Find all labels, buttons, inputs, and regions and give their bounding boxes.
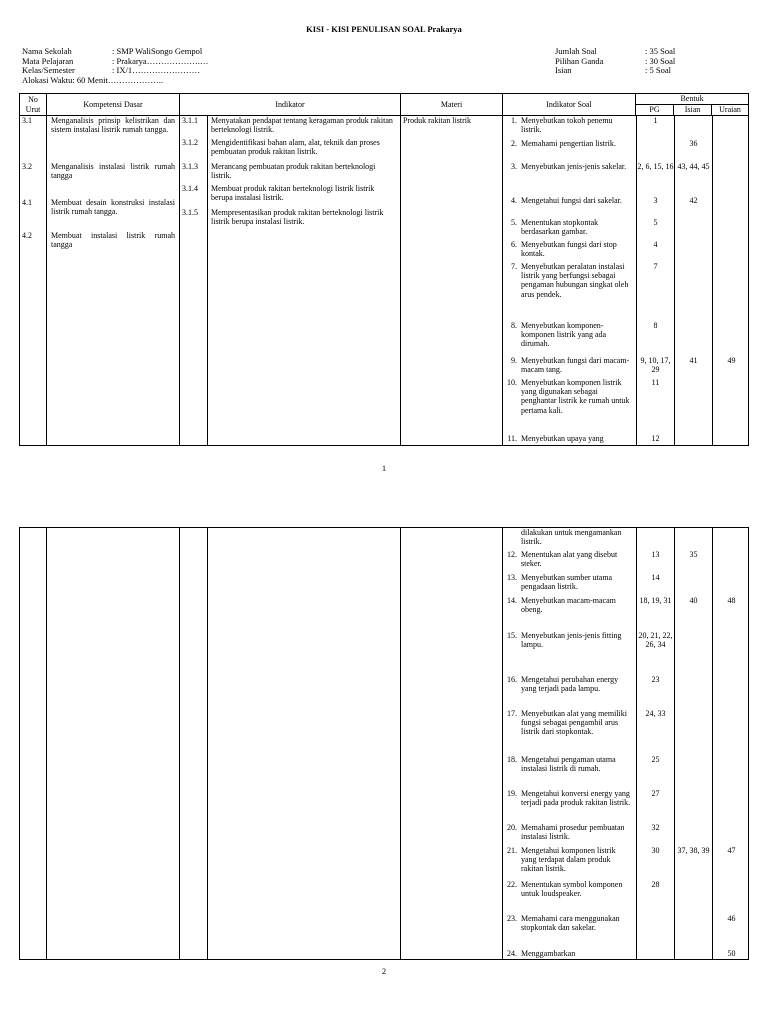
pg-value: 8: [653, 321, 658, 330]
item-text: Memahami cara menggunakan stopkontak dan sakelar.: [521, 914, 620, 933]
pg-value: 5: [653, 218, 658, 227]
pg-value: 9, 10, 17, 29: [640, 356, 671, 375]
pg-value: 2, 6, 15, 16: [637, 162, 674, 171]
meta-right-values: [645, 47, 675, 76]
header-uraian: Uraian: [712, 105, 749, 116]
meta-value-isian: : 5 Soal: [645, 65, 671, 75]
isian-value: 40: [689, 596, 698, 605]
meta-value-pilihan-ganda: : 30 Soal: [645, 55, 676, 66]
item-number: 11.: [507, 434, 518, 443]
meta-left-values: [112, 47, 208, 76]
isian-value: 36: [689, 139, 698, 148]
indikator-row: 3.1.1 Menyatakan pendapat tentang keragaman produk rakitan berteknologi listrik.: [182, 116, 393, 135]
item-text: Menentukan symbol komponen untuk loudspeaker.: [521, 880, 623, 899]
item-text: Menyebutkan peralatan instalasi listrik yang berfungsi sebagai pengaman hubungan singkat oleh arus pendek.: [521, 262, 629, 299]
item-number: 5.: [511, 218, 518, 227]
pg-value: 7: [653, 262, 658, 271]
pg-value: 20, 21, 22, 26, 34: [638, 631, 673, 650]
pg-value: 24, 33: [645, 709, 666, 718]
header-kompetensi-dasar: Kompetensi Dasar: [47, 94, 180, 116]
kompetensi-cell: [47, 528, 180, 960]
item-text: Menyebutkan macam-macam obeng.: [521, 596, 616, 615]
kompetensi-cell: [20, 116, 180, 446]
meta-label-kelas: Kelas/Semester: [22, 65, 75, 75]
indikator-cell: [180, 116, 401, 446]
uraian-value: 49: [727, 356, 736, 365]
item-text: dilakukan untuk mengamankan listrik.: [521, 528, 622, 547]
indikator-row: 3.1.5 Mempresentasikan produk rakitan berteknologi listrik listrik berupa instalasi listrik.: [182, 208, 384, 227]
item-number: 8.: [511, 321, 518, 330]
item-number: 13.: [507, 573, 517, 582]
isian-value: 41: [689, 356, 698, 365]
pg-value: 18, 19, 31: [639, 596, 672, 605]
item-number: 23.: [507, 914, 517, 923]
pg-value: 23: [651, 675, 660, 684]
item-number: 9.: [511, 356, 518, 365]
header-indikator: Indikator: [180, 94, 401, 116]
item-number: 1.: [511, 116, 518, 125]
indikator-row: 3.1.3 Merancang pembuatan produk rakitan berteknologi listrik.: [182, 162, 376, 181]
header-indikator-soal: Indikator Soal: [503, 94, 636, 116]
kisi-table-page-2: [19, 527, 749, 960]
item-text: Menentukan stopkontak berdasarkan gambar.: [521, 218, 599, 237]
pg-value: 14: [651, 573, 660, 582]
pg-value: 30: [651, 846, 660, 855]
uraian-value: 50: [727, 949, 736, 958]
indikator-cell: [208, 528, 401, 960]
item-number: 6.: [511, 240, 518, 249]
item-text: Menyebutkan jenis-jenis fitting lampu.: [521, 631, 622, 650]
item-number: 12.: [507, 550, 517, 559]
item-text: Menyebutkan tokoh penemu listrik.: [521, 116, 613, 135]
item-text: Menyebutkan alat yang memiliki fungsi sebagai pengambil arus listrik dari stopkontak.: [521, 709, 627, 737]
item-number: 14.: [507, 596, 517, 605]
kd-row: 4.1 Membuat desain konstruksi instalasi listrik rumah tangga.: [22, 198, 175, 217]
meta-label-mata-pelajaran: Mata Pelajaran: [22, 55, 74, 66]
header-materi: Materi: [401, 94, 503, 116]
item-text: Menggambarkan: [521, 949, 576, 958]
isian-value: 42: [689, 196, 698, 205]
item-text: Menentukan alat yang disebut steker.: [521, 550, 618, 569]
kisi-table-page-1: [19, 93, 749, 446]
meta-value-jumlah-soal: : 35 Soal: [645, 46, 676, 56]
indikator-soal-cell: [503, 528, 749, 960]
indikator-no-cell: [180, 528, 208, 960]
pg-value: 12: [651, 434, 660, 443]
indikator-soal-list: [503, 528, 748, 959]
isian-value: 43, 44, 45: [677, 162, 710, 171]
pg-value: 3: [653, 196, 658, 205]
item-number: 20.: [507, 823, 517, 832]
meta-right-labels: [555, 47, 603, 76]
pg-value: 25: [651, 755, 660, 764]
meta-value-nama-sekolah: : SMP WaliSongo Gempol: [112, 46, 203, 56]
uraian-value: 47: [727, 846, 736, 855]
item-number: 16.: [507, 675, 517, 684]
item-text: Memahami prosedur pembuatan instalasi listrik.: [521, 823, 625, 842]
item-text: Mengetahui perubahan energy yang terjadi pada lampu.: [521, 675, 619, 694]
isian-value: 37, 38, 39: [677, 846, 710, 855]
meta-label-isian: Isian: [555, 65, 572, 75]
materi-cell: [401, 528, 503, 960]
pg-value: 1: [653, 116, 658, 125]
indikator-soal-list: [503, 116, 748, 445]
meta-value-kelas: : IX/1……………………: [112, 65, 201, 75]
kd-row: 3.2 Menganalisis instalasi listrik rumah tangga: [22, 162, 175, 181]
pg-value: 32: [651, 823, 660, 832]
uraian-value: 48: [727, 596, 736, 605]
meta-label-jumlah-soal: Jumlah Soal: [555, 46, 597, 56]
item-text: Mengetahui pengaman utama instalasi listrik di rumah.: [521, 755, 616, 774]
header-isian: Isian: [674, 105, 712, 116]
meta-value-mata-pelajaran: : Prakarya……………….…: [112, 55, 209, 66]
document-title: KISI - KISI PENULISAN SOAL Prakarya: [306, 24, 462, 34]
item-text: Menyebutkan fungsi dari macam-macam tang.: [521, 356, 630, 375]
item-number: 19.: [507, 789, 517, 798]
item-text: Menyebutkan jenis-jenis sakelar.: [521, 162, 627, 171]
meta-label-pilihan-ganda: Pilihan Ganda: [555, 55, 604, 66]
kd-row: 3.1 Menganalisis prinsip kelistrikan dan sistem instalasi listrik rumah tangga.: [22, 116, 175, 135]
item-text: Menyebutkan upaya yang: [521, 434, 604, 443]
item-number: 3.: [511, 162, 518, 171]
indikator-row: 3.1.4 Membuat produk rakitan berteknologi listrik listrik berupa instalasi listrik.: [182, 184, 375, 203]
item-number: 10.: [507, 378, 518, 387]
item-number: 21.: [507, 846, 517, 855]
pg-value: 27: [651, 789, 660, 798]
item-number: 4.: [511, 196, 518, 205]
item-text: Menyebutkan sumber utama pengadaan listrik.: [521, 573, 613, 592]
pg-value: 13: [651, 550, 660, 559]
item-number: 2.: [511, 139, 518, 148]
item-text: Menyebutkan komponen listrik yang digunakan sebagai penghantar listrik ke rumah untuk pertama kali.: [521, 378, 630, 415]
meta-label-nama-sekolah: Nama Sekolah: [22, 46, 72, 56]
item-number: 7.: [511, 262, 518, 271]
page-number: 1: [381, 463, 387, 473]
pg-value: 28: [651, 880, 660, 889]
item-text: Mengetahui komponen listrik yang terdapat dalam produk rakitan listrik.: [521, 846, 616, 874]
item-number: 17.: [507, 709, 517, 718]
item-number: 15.: [507, 631, 517, 640]
item-text: Memahami pengertian listrik.: [521, 139, 616, 148]
header-no-urut: No Urut: [20, 94, 47, 116]
pg-value: 4: [653, 240, 658, 249]
indikator-soal-cell: [503, 116, 749, 446]
indikator-row: 3.1.2 Mengidentifikasi bahan alam, alat, teknik dan proses pembuatan produk rakitan listrik.: [182, 138, 380, 157]
meta-alokasi: Alokasi Waktu: 60 Menit………………..: [22, 74, 164, 85]
item-text: Mengetahui fungsi dari sakelar.: [521, 196, 622, 205]
item-text: Menyebutkan fungsi dari stop kontak.: [521, 240, 617, 259]
kd-row: 4.2 Membuat instalasi listrik rumah tangga: [22, 231, 175, 250]
item-number: 24.: [507, 949, 517, 958]
materi-cell: Produk rakitan listrik: [401, 116, 503, 446]
uraian-value: 46: [727, 914, 736, 923]
isian-value: 35: [689, 550, 698, 559]
item-number: 18.: [507, 755, 517, 764]
page-number: 2: [381, 966, 387, 976]
item-text: Menyebutkan komponen-komponen listrik yang ada dirumah.: [521, 321, 607, 349]
item-number: 22.: [507, 880, 517, 889]
no-urut-cell: [20, 528, 47, 960]
header-pg: PG: [636, 105, 674, 116]
pg-value: 11: [651, 378, 660, 387]
header-bentuk: Bentuk: [636, 94, 749, 105]
item-text: Mengetahui konversi energy yang terjadi pada produk rakitan listrik.: [521, 789, 631, 808]
